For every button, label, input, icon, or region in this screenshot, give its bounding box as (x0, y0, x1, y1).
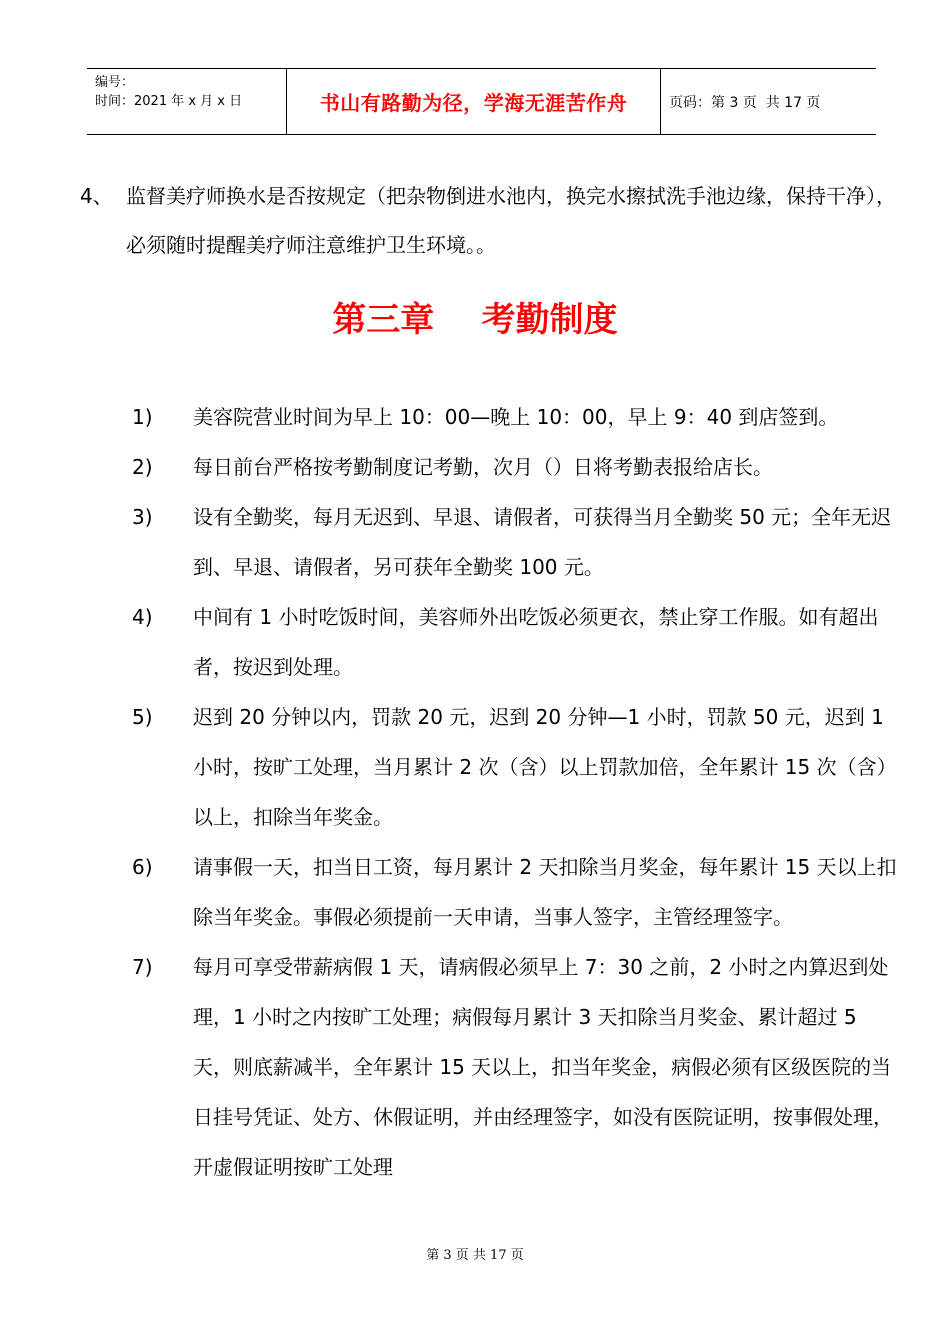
list-item-marker: 7) (132, 955, 153, 979)
list-item-marker: 6) (132, 855, 153, 879)
list-item-text: 美容院营业时间为早上 10：00—晚上 10：00，早上 9：40 到店签到。 (193, 405, 839, 429)
document-time: 时间：2021 年 x 月 x 日 (95, 94, 243, 109)
list-item (132, 692, 902, 842)
list-item (132, 442, 902, 492)
chapter-title: 第三章 考勤制度 (332, 300, 618, 340)
list-item (132, 492, 902, 592)
list-item-text: 中间有 1 小时吃饭时间，美容师外出吃饭必须更衣，禁止穿工作服。如有超出者，按迟到处理。 (193, 605, 879, 679)
intro-item-text: 监督美疗师换水是否按规定（把杂物倒进水池内，换完水擦拭洗手池边缘，保持干净），必须随时提醒美疗师注意维护卫生环境。。 (126, 184, 896, 257)
header-page-info (661, 69, 876, 134)
list-item-text: 每日前台严格按考勤制度记考勤，次月（）日将考勤表报给店长。 (193, 455, 773, 479)
attendance-rules-list (132, 392, 902, 1192)
page-header (87, 68, 876, 135)
list-item-marker: 3) (132, 505, 153, 529)
list-item (132, 842, 902, 942)
list-item (132, 592, 902, 692)
list-item-text: 设有全勤奖，每月无迟到、早退、请假者，可获得当月全勤奖 50 元；全年无迟到、早退、请假者，另可获年全勤奖 100 元。 (193, 505, 892, 579)
header-meta (87, 69, 287, 134)
list-item-marker: 5) (132, 705, 153, 729)
list-item-marker: 4) (132, 605, 153, 629)
document-number: 编号： (95, 75, 135, 90)
header-motto: 书山有路勤为径，学海无涯苦作舟 (287, 69, 661, 134)
list-item-text: 每月可享受带薪病假 1 天，请病假必须早上 7：30 之前，2 小时之内算迟到处理，1 小时之内按旷工处理；病假每月累计 3 天扣除当月奖金、累计超过 5 天，则底薪减半，全年累计 15 天以上，扣当年奖金，病假必须有区级医院的当日挂号凭证、处方、休假证明，并由经理签字，如没有医院证明，按事假处理，开虚假证明按旷工处理 (193, 955, 893, 1179)
list-item (132, 942, 902, 1192)
list-item-marker: 2) (132, 455, 153, 479)
header-page-label: 页码：第 3 页 共 17 页 (669, 94, 821, 111)
intro-item-number: 4、 (80, 184, 113, 208)
list-item-marker: 1) (132, 405, 153, 429)
intro-item (80, 172, 900, 270)
list-item (132, 392, 902, 442)
list-item-text: 请事假一天，扣当日工资，每月累计 2 天扣除当月奖金，每年累计 15 天以上扣除当年奖金。事假必须提前一天申请，当事人签字，主管经理签字。 (193, 855, 897, 929)
list-item-text: 迟到 20 分钟以内，罚款 20 元，迟到 20 分钟—1 小时，罚款 50 元，迟到 1 小时，按旷工处理，当月累计 2 次（含）以上罚款加倍，全年累计 15 次（含）以上，扣除当年奖金。 (193, 705, 897, 829)
page-footer: 第 3 页 共 17 页 (426, 1248, 524, 1263)
